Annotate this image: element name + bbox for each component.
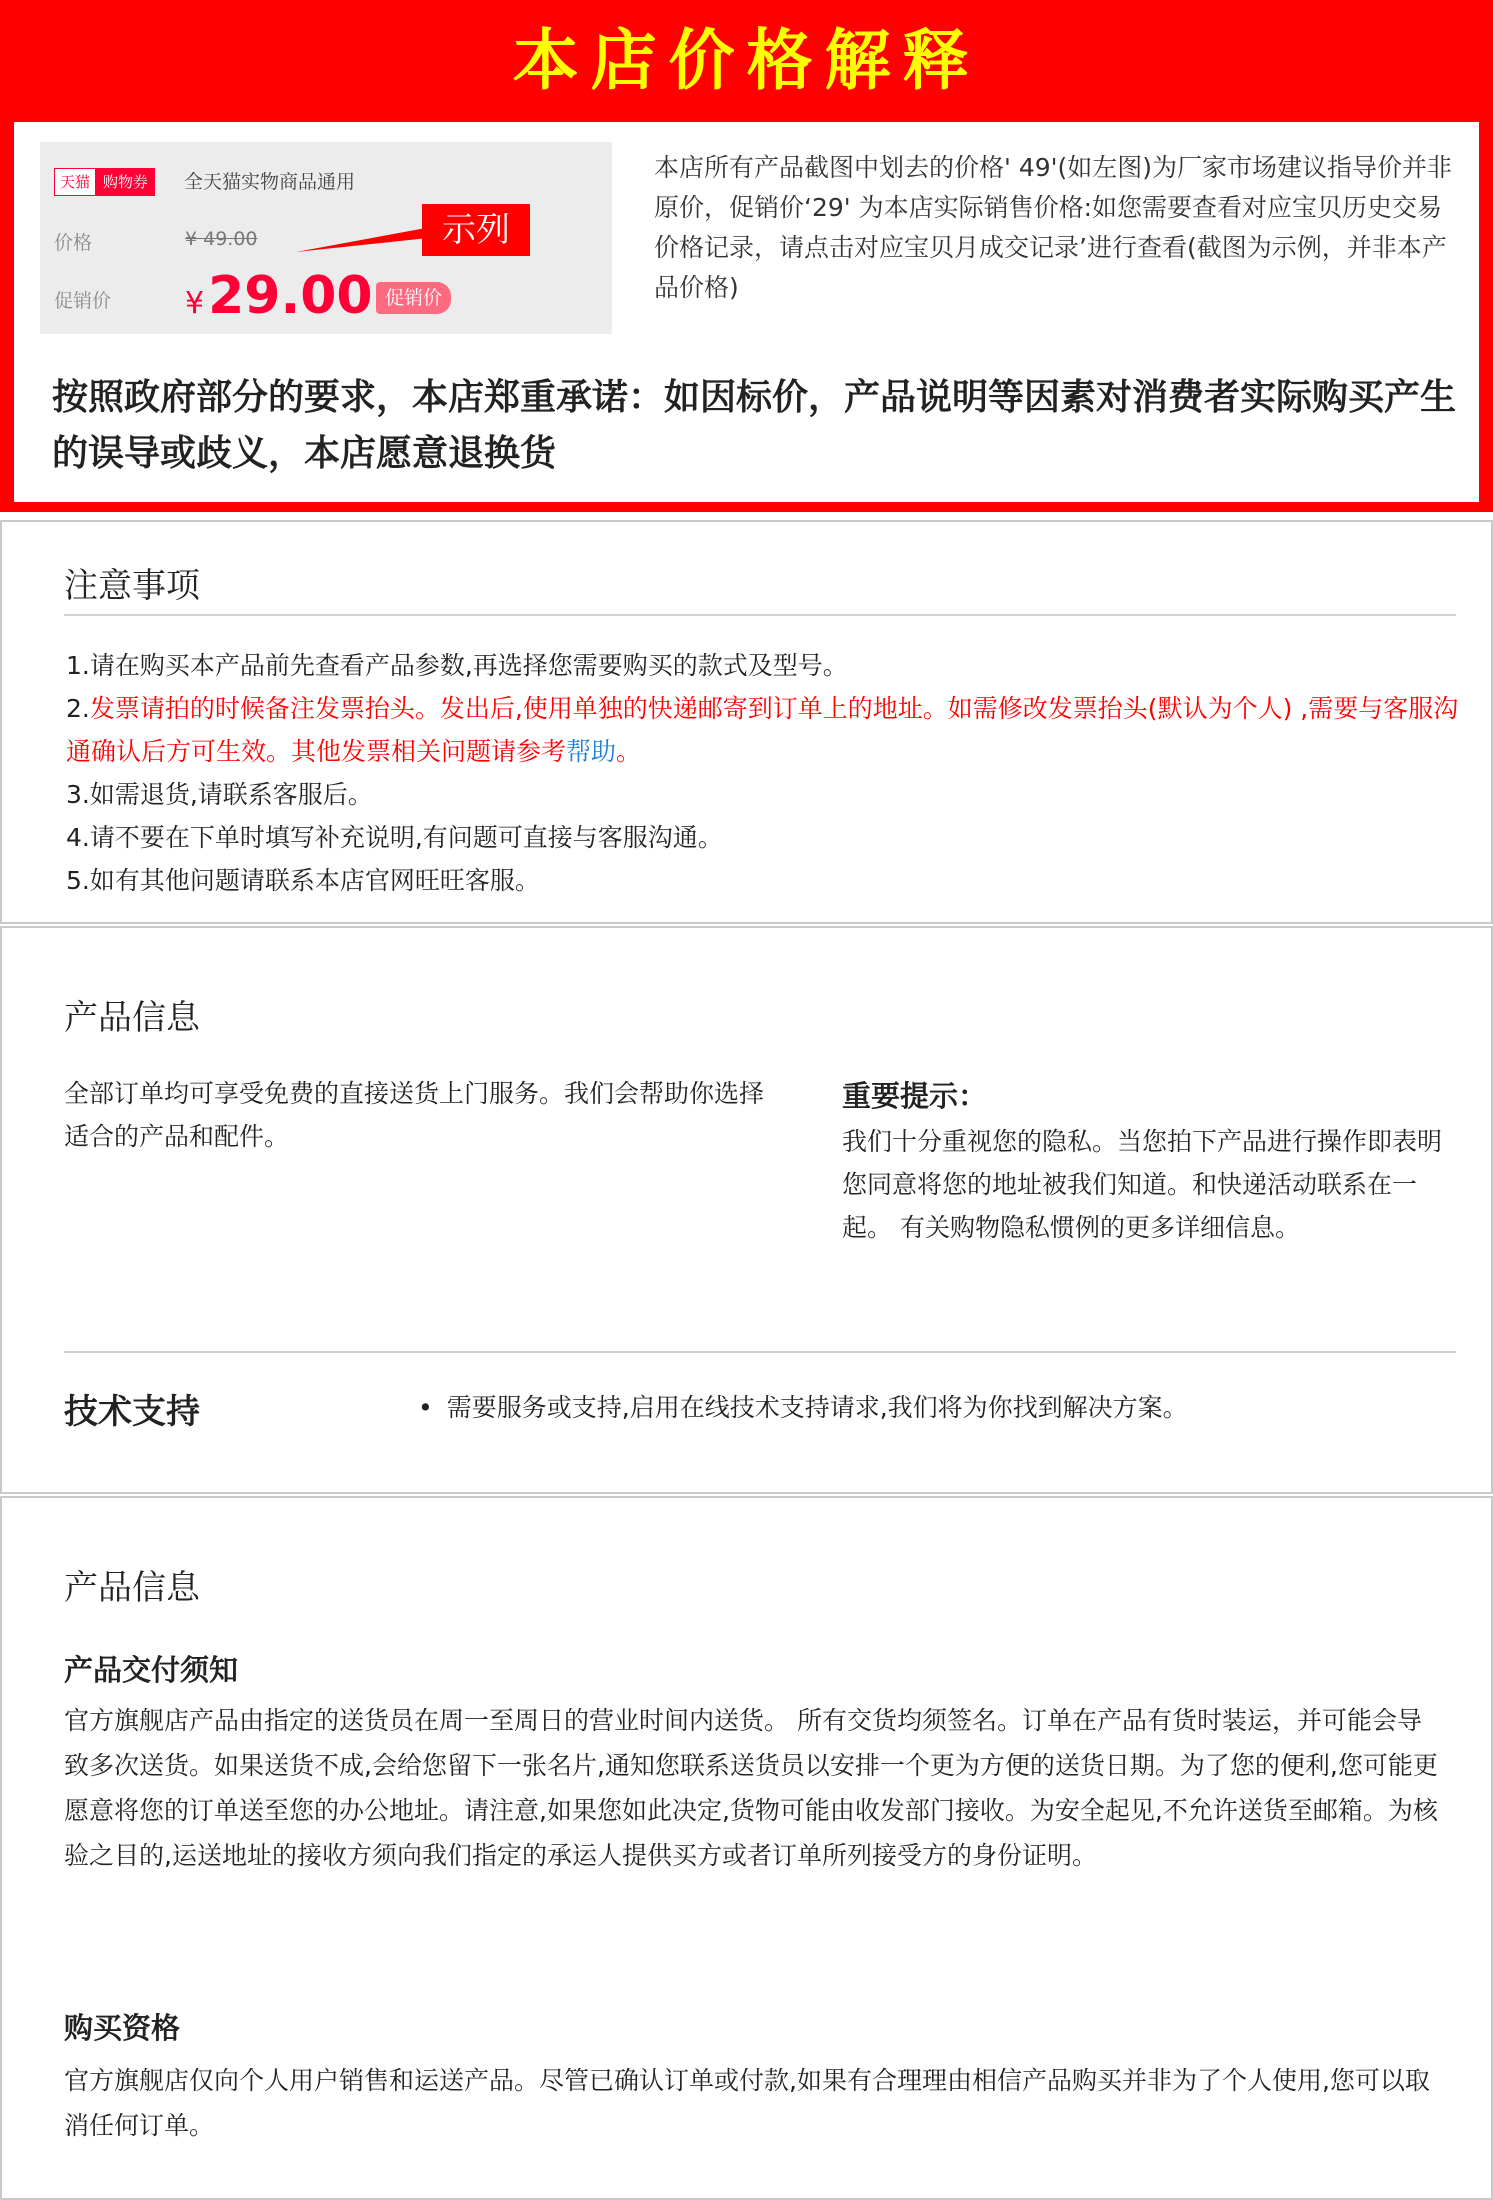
notice-item: 4.请不要在下单时填写补充说明,有问题可直接与客服沟通。 <box>66 823 723 852</box>
purchase-eligibility-text: 官方旗舰店仅向个人用户销售和运送产品。尽管已确认订单或付款,如果有合理理由相信产品购买并非为了个人使用,您可以取消任何订单。 <box>64 2066 1430 2140</box>
banner-content <box>14 122 1479 502</box>
example-tag: 示列 <box>422 204 530 256</box>
notice-item: 5.如有其他问题请联系本店官网旺旺客服。 <box>66 866 540 895</box>
product-info-title: 产品信息 <box>64 998 200 1038</box>
coupon-description: 全天猫实物商品通用 <box>184 171 356 193</box>
tech-support-item <box>418 1390 1188 1426</box>
notice-number: 2. <box>66 694 90 723</box>
product-delivery-section <box>0 1496 1493 2200</box>
delivery-service-text: 全部订单均可享受免费的直接送货上门服务。我们会帮助你选择适合的产品和配件。 <box>64 1079 765 1151</box>
banner-title: 本店价格解释 <box>512 22 981 99</box>
divider <box>64 1351 1456 1353</box>
help-link[interactable]: 帮助 <box>566 737 617 766</box>
currency-symbol: ¥ <box>185 286 205 321</box>
delivery-notice-title: 产品交付须知 <box>64 1653 239 1687</box>
price-example-screenshot <box>40 142 612 334</box>
divider <box>64 614 1456 616</box>
notice-end: 。 <box>616 737 642 766</box>
notices-section <box>0 520 1493 924</box>
notice-item <box>66 687 1466 773</box>
promo-price-value: 29.00 <box>208 266 373 326</box>
tech-support-text: 需要服务或支持,启用在线技术支持请求,我们将为你找到解决方案。 <box>446 1393 1188 1422</box>
important-tip-title: 重要提示： <box>842 1079 988 1113</box>
tmall-coupon-tag <box>54 168 155 196</box>
promo-price <box>185 268 373 332</box>
product-info-title-2: 产品信息 <box>64 1568 200 1608</box>
purchase-eligibility-title: 购买资格 <box>64 2011 181 2045</box>
notices-list <box>66 644 1466 902</box>
notice-item: 1.请在购买本产品前先查看产品参数,再选择您需要购买的款式及型号。 <box>66 651 848 680</box>
important-tip-text: 我们十分重视您的隐私。当您拍下产品进行操作即表明您同意将您的地址被我们知道。和快递活动联系在一起。 有关购物隐私惯例的更多详细信息。 <box>842 1127 1443 1242</box>
promo-badge: 促销价 <box>376 282 451 314</box>
product-info-section <box>0 926 1493 1494</box>
pointer-arrow-icon <box>296 222 436 262</box>
tmall-tag-label: 天猫 <box>54 168 96 196</box>
coupon-tag-label: 购物券 <box>96 168 155 196</box>
delivery-notice-text: 官方旗舰店产品由指定的送货员在周一至周日的营业时间内送货。 所有交货均须签名。订单在产品有货时装运，并可能会导致多次送货。如果送货不成,会给您留下一张名片,通知您联系送货员以安排一个更为方便的送货日期。为了您的便利,您可能更愿意将您的订单送至您的办公地址。请注意,如果您如此决定,货物可能由收发部门接收。为安全起见,不允许送货至邮箱。为核验之目的,运送地址的接收方须向我们指定的承运人提供买方或者订单所列接受方的身份证明。 <box>64 1706 1438 1870</box>
bullet-icon: • <box>418 1393 433 1422</box>
tech-support-title: 技术支持 <box>64 1392 200 1432</box>
invoice-notice-text: 发票请拍的时候备注发票抬头。发出后,使用单独的快递邮寄到订单上的地址。如需修改发票抬头(默认为个人) ,需要与客服沟通确认后方可生效。其他发票相关问题请参考 <box>66 694 1459 766</box>
price-explanation-text: 本店所有产品截图中划去的价格' 49'(如左图)为厂家市场建议指导价并非原价，促销价‘29' 为本店实际销售价格:如您需要查看对应宝贝历史交易价格记录，请点击对应宝贝月成交记录’进行查看(截图为示例，并非本产品价格) <box>654 153 1453 302</box>
price-label: 价格 <box>54 232 93 254</box>
promo-price-label: 促销价 <box>54 290 112 312</box>
notices-title: 注意事项 <box>64 566 200 606</box>
price-explanation-banner <box>0 0 1493 512</box>
original-price: ¥ 49.00 <box>185 228 258 250</box>
notice-item: 3.如需退货,请联系客服后。 <box>66 780 373 809</box>
refund-commitment: 按照政府部分的要求，本店郑重承诺：如因标价，产品说明等因素对消费者实际购买产生的误导或歧义，本店愿意退换货 <box>52 377 1457 474</box>
